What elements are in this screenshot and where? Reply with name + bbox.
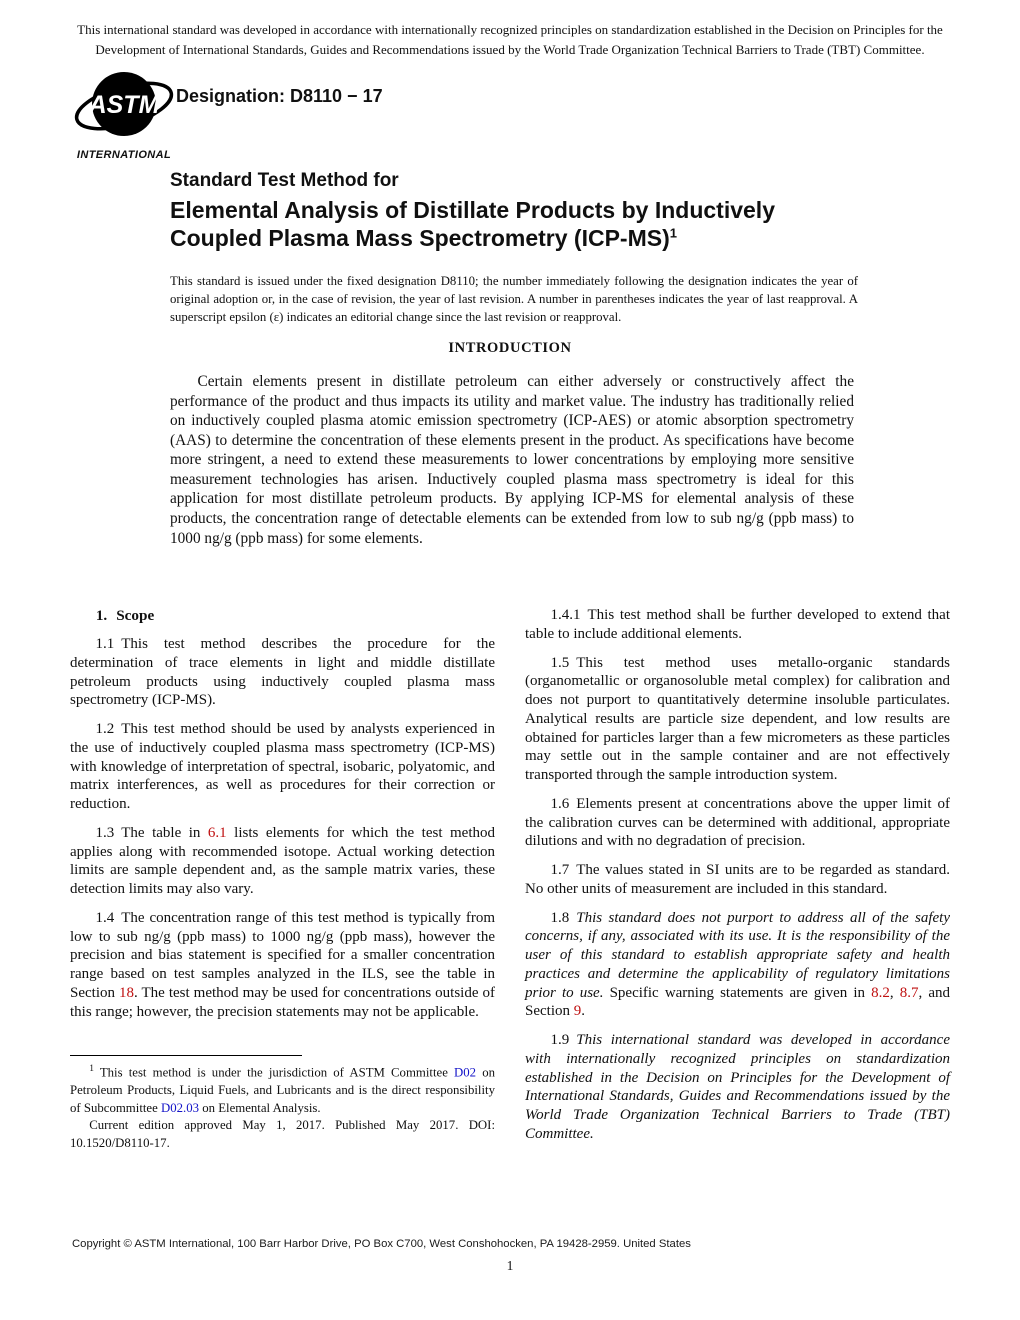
paragraph-1-4: 1.4 The concentration range of this test method is typically from low to sub ng/g (ppb mass) to 1000 ng/g (ppb mass), however the precision and bias statement is specified for a smaller concentration range based on test samples analyzed in the ILS, see the table in Section 18. The test method may be used for concentrations outside of this range; however, the precision statements may not be applicable. <box>70 909 495 1020</box>
crossref-section-18-link[interactable]: 18 <box>119 984 135 1001</box>
crossref-section-9-link[interactable]: 9 <box>573 1003 582 1020</box>
paragraph-1-4-1: 1.4.1 This test method shall be further developed to extend that table to include additional elements. <box>525 607 950 642</box>
introduction-heading: INTRODUCTION <box>448 340 572 356</box>
footnote-1: $^1$ This test method is under the jurisdiction of ASTM Committee D02 on Petroleum Products, Liquid Fuels, and Lubricants and is the direct responsibility of Subcommittee D02.03 on Elemental Analysis. <box>70 1064 496 1115</box>
title-footnote-ref[interactable]: 1 <box>669 225 677 241</box>
title-block <box>170 170 870 252</box>
title-kicker: Standard Test Method for <box>170 170 399 191</box>
section-number: 1. <box>95 607 108 624</box>
astm-logo-graphic <box>72 68 176 142</box>
introduction-body: Certain elements present in distillate petroleum can either adversely or constructively affect the performance of the product and thus impacts its utility and market value. The industry has traditionally relied on inductively coupled plasma atomic emission spectrometry (ICP-AES) or atomic absorption spectrometry (AAS) to determine the concentration of these elements present in the product. As specifications have become more stringent, a need to extend these measurements to lower concentrations by employing more sensitive measurement technologies has arisen. Inductively coupled plasma mass spectrometry is ideal for this application for most distillate petroleum products. By applying ICP-MS for elemental analysis of these products, the concentration range of detectable elements can be extended from low to sub ng/g (ppb mass) to 1000 ng/g (ppb mass) for some elements. <box>170 373 854 547</box>
page-number: 1 <box>506 1258 514 1273</box>
two-column-layout <box>70 606 950 1154</box>
footnote-block <box>70 1055 495 1153</box>
left-column <box>70 606 495 1154</box>
logo-subtitle: INTERNATIONAL <box>76 149 172 161</box>
subcommittee-d02-03-link[interactable]: D02.03 <box>160 1100 200 1115</box>
wto-disclaimer: This international standard was developed in accordance with internationally recognized principles on standardization established in the Decision on Principles for the Development of International Standards, Guides and Recommendations issued by the World Trade Organization Technical Barriers to Trade (TBT) Committee. <box>77 22 943 57</box>
astm-logo <box>72 68 182 161</box>
right-column <box>525 606 950 1154</box>
paragraph-1-3: 1.3 The table in 6.1 lists elements for which the test method applies along with recommended isotope. Actual working detection limits are sample dependent and, as the sample matrix varies, these detection limits may also vary. <box>70 824 496 897</box>
section-1-heading <box>70 606 495 625</box>
paragraph-1-7: 1.7 The values stated in SI units are to be regarded as standard. No other units of measurement are included in this standard. <box>525 862 950 897</box>
paragraph-1-2: 1.2 This test method should be used by analysts experienced in the use of inductively coupled plasma mass spectrometry (ICP-MS) with knowledge of interpretation of spectral, isobaric, polyatomic, and matrix interferences, as well as procedures for their correction or reduction. <box>70 721 495 812</box>
page-title <box>170 196 820 252</box>
designation-label: Designation: D8110 − 17 <box>176 86 383 106</box>
paragraph-1-1: 1.1 This test method describes the procedure for the determination of trace elements in light and middle distillate petroleum products using inductively coupled plasma mass spectrometry (ICP-MS). <box>70 636 495 709</box>
crossref-8-2-link[interactable]: 8.2 <box>871 984 890 1001</box>
paragraph-1-9: 1.9 This international standard was developed in accordance with internationally recognized principles on standardization established in the Decision on Principles for the Development of International Standards, Guides and Recommendations issued by the World Trade Organization Technical Barriers to Trade (TBT) Committee. <box>525 1032 950 1142</box>
crossref-6-1-link[interactable]: 6.1 <box>207 824 227 841</box>
issuance-note: This standard is issued under the fixed designation D8110; the number immediately following the designation indicates the year of original adoption or, in the case of revision, the year of last revision. A number in parentheses indicates the year of last reapproval. A superscript epsilon (ε) indicates an editorial change since the last revision or reapproval. <box>170 274 858 325</box>
footnote-marker: 1 <box>89 1064 94 1075</box>
paragraph-1-8: 1.8 This standard does not purport to address all of the safety concerns, if any, associated with its use. It is the responsibility of the user of this standard to establish appropriate safety and health practices and determine the applicability of regulatory limitations prior to use. Specific warning statements are given in 8.2, 8.7, and Section 9. <box>525 909 950 1020</box>
copyright-line: Copyright © ASTM International, 100 Barr Harbor Drive, PO Box C700, West Conshohocken, PA 19428-2959. United States <box>72 1238 691 1250</box>
paragraph-1-5: 1.5 This test method uses metallo-organic standards (organometallic or organosoluble metal complex) for calibration and does not purport to quantitatively determine insoluble particulates. Analytical results are particle size dependent, and low results are obtained for particles larger than a few micrometers as these particles may settle out in the sample container and are not effectively transported through the sample introduction system. <box>525 654 950 783</box>
committee-d02-link[interactable]: D02 <box>454 1065 477 1080</box>
paragraph-1-6: 1.6 Elements present at concentrations above the upper limit of the calibration curves can be determined with additional, appropriate dilutions and with no degradation of precision. <box>525 795 950 850</box>
crossref-8-7-link[interactable]: 8.7 <box>899 984 919 1001</box>
section-title: Scope <box>116 607 155 624</box>
title-text: Elemental Analysis of Distillate Products by Inductively Coupled Plasma Mass Spectrometry (ICP-MS) <box>170 197 775 252</box>
footnote-divider <box>70 1055 302 1056</box>
logo-acronym: ASTM <box>88 91 160 119</box>
footnote-edition: Current edition approved May 1, 2017. Published May 2017. DOI: 10.1520/D8110-17. <box>70 1118 495 1151</box>
